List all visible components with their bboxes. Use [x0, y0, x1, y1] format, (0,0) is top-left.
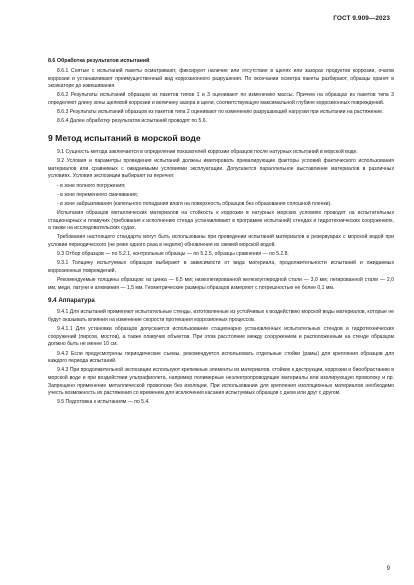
paragraph-8-6-3: 8.6.3 Результаты испытаний образцов из пакетов типа 2 оценивают по изменению разрушающей нагрузки при испытании на растяжение.	[57, 109, 384, 116]
page-number: 9	[386, 566, 390, 572]
paragraph-8-6-4: 8.6.4 Далее обработку результатов испытаний проводят по 5.6.	[57, 118, 208, 125]
paragraph-8-6-1: 8.6.1 Снятые с испытаний пакеты осматривают, фиксируют наличие или отсутствие в щелях или зазорах продуктов коррозии, очагов коррозии и устанавливают преимущественный вид коррозионного разрушения. По окончании осмотра пакеты разбирают, образцы хранят в эксикаторе до извешивания.	[48, 68, 394, 90]
paragraph-9-4-3: 9.4.3 При продолжительной экспозиции используют крепежные элементы из материалов, стойких к деструкции, коррозии и биообрастанию в морской воде и при воздействии ультрафиолета, например полимерные неэлектропроводящие материалы или изолирующую проволоку и пр. Запрещено применение металлической проволоки без изоляции. При использовании для крепления изоляционных материалов необходимо учесть возможность их растяжения со временем для исключения касания испытуемых образцов с дном или друг с другом.	[48, 367, 394, 397]
paragraph-9-3: 9.3 Отбор образцов — по 5.2.1, контрольные образцы — по 5.2.5, образцы сравнения — по 5.2.8.	[57, 251, 289, 258]
paragraph-thickness: Рекомендуемые толщины образцов: из цинка — 6,5 мм; низколегированной железоуглеродной стали — 3,0 мм; легированной стали — 2,0 мм, меди, латуни и алюминия — 1,5 мм. Геометрические размеры образцов измеряют с погрешностью не более 0,1 мм.	[48, 277, 394, 291]
section-heading-9-4: 9.4 Аппаратура	[48, 297, 95, 305]
paragraph-9-4-1: 9.4.1 Для испытаний применяют испытательные стенды, изготовленные из устойчивых к воздействию морской воды материалов, которые не будут оказывать влияния на изменение скорости протекания коррозионных процессов.	[48, 309, 394, 323]
paragraph-reservoirs: Требования настоящего стандарта могут быть использованы при проведении испытаний материалов в резервуарах с морской водой при условии периодического (не реже одного раза в неделю) обновления их свежей морской водой.	[48, 234, 394, 249]
document-body	[48, 58, 394, 408]
list-item-variable-wetting: - в зоне переменного смачивания;	[57, 191, 139, 198]
paragraph-9-5: 9.5 Подготовка к испытаниям — по 5.4.	[57, 399, 150, 406]
section-heading-8-6: 8.6 Обработка результатов испытаний	[48, 58, 150, 64]
paragraph-metals-testing: Испытания образцов металлических материалов на стойкость к коррозии в натурных морских условиях проводят на испытательных стационарных и плавучих (требования к исполнению стенда устанавливают в программе испытаний) стендах и гидротехнических сооружениях, а также на исследовательских судах.	[48, 210, 394, 232]
paragraph-9-2: 9.2 Условия и параметры проведения испытаний должны имитировать превалирующие факторы условий фактического использования материалов или сравнимых с ожидаемыми условиями эксплуатации. Допускается параллельное выставление материалов в различных условиях. Условия экспозиции выбирают из перечня:	[48, 158, 394, 180]
paragraph-9-4-1-1: 9.4.1.1 Для установки образцов допускается использование стационарно установленных испытательных стендов и гидротехнических сооружений (пирсов, мостов), а также плавучих объектов. При этом расстояние между сооружением и расположенным на стенде образцом должно быть не менее 10 см.	[48, 326, 394, 348]
section-heading-9: 9 Метод испытаний в морской воде	[48, 132, 201, 143]
paragraph-8-6-2: 8.6.2 Результаты испытаний образцов из пакетов типов 1 и 3 оценивают по изменению массы. Причем на образцах из пакетов типа 3 определяют длину зоны щелевой коррозии и величину зазора в щели, соответствующую максимальной глубине коррозионных повреждений.	[48, 92, 394, 106]
document-code: ГОСТ 9.909—2023	[333, 15, 390, 22]
list-item-full-immersion: - в зоне полного погружения;	[57, 182, 126, 189]
paragraph-9-3-1: 9.3.1 Толщину испытуемых образцов выбирают в зависимости от вида материала, продолжительности испытаний и ожидаемых коррозионных повреждений.	[48, 260, 394, 274]
list-item-splash-zone: - в зоне забрызгивания (капельного попадания влаги на поверхность образцов без образования сплошной пленки).	[57, 200, 332, 207]
paragraph-9-4-2: 9.4.2 Если предусмотрены периодические съемы, рекомендуется использовать отдельные стойки (рамы) для крепления образцов для каждого периода испытаний.	[48, 350, 394, 365]
paragraph-9-1: 9.1 Сущность метода заключается в определении показателей коррозии образцов после натурных испытаний в морской воде.	[57, 148, 358, 155]
